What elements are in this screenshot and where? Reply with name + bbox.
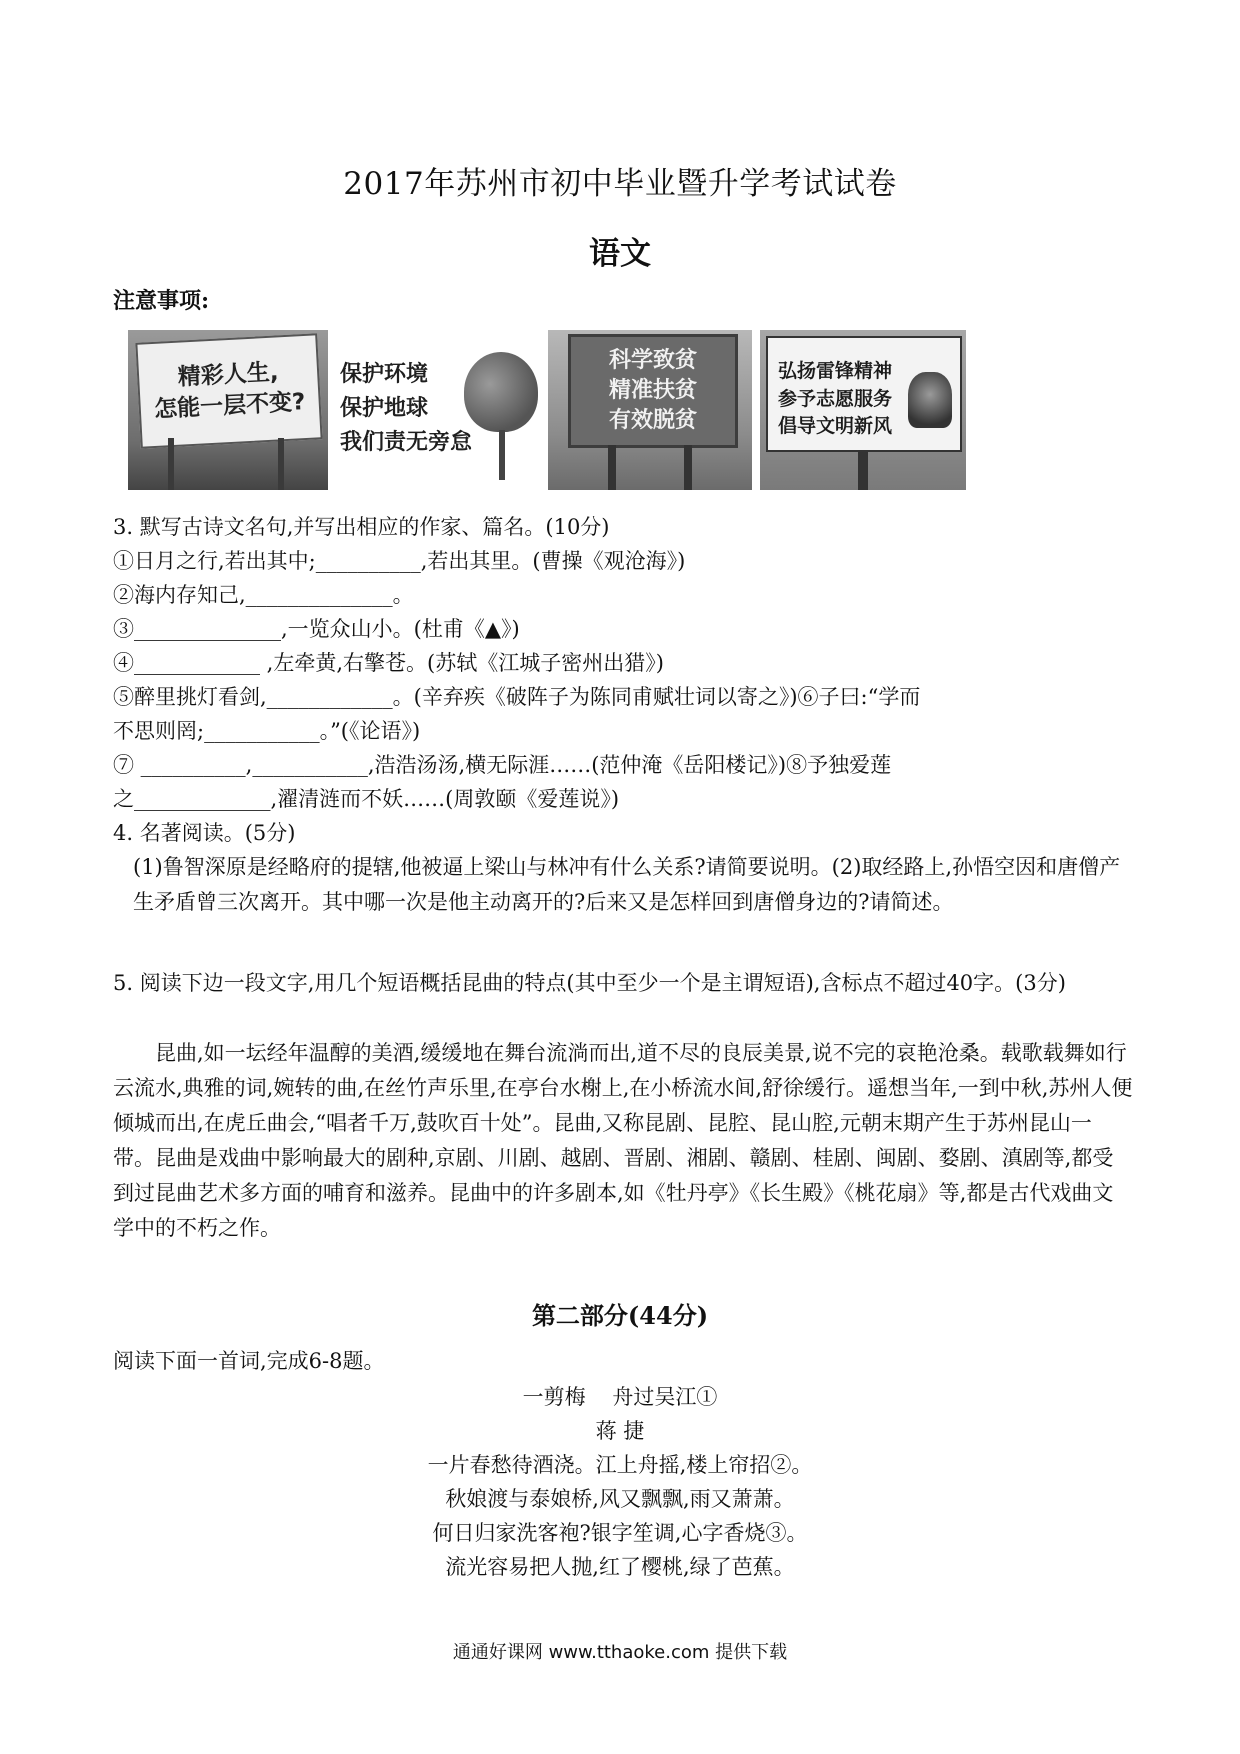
part2-title: 第二部分(44分) — [531, 1301, 709, 1330]
sign-line: 我们责无旁怠 — [340, 430, 473, 456]
sign-line: 精彩人生, — [177, 359, 280, 391]
poem-line-1: 一片春愁待酒浇。江上舟摇,楼上帘招②。 — [427, 1453, 813, 1477]
q5-stem: 5. 阅读下边一段文字,用几个短语概括昆曲的特点(其中至少一个是主谓短语),含标点不超过40字。(3分) — [113, 971, 1066, 995]
sign-line: 保护地球 — [340, 396, 429, 422]
billboard-post — [858, 450, 868, 490]
q3-line-4: ④____________ ,左牵黄,右擎苍。(苏轼《江城子密州出猎》) — [113, 651, 664, 675]
billboard-post — [168, 438, 174, 490]
billboard-photo-4 — [760, 330, 966, 490]
q3-line-1: ①日月之行,若出其中;__________,若出其里。(曹操《观沧海》) — [113, 549, 686, 573]
slogan-lines — [340, 358, 472, 460]
q4-stem: 4. 名著阅读。(5分) — [113, 821, 296, 845]
sign-line: 弘扬雷锋精神 — [778, 360, 893, 382]
billboard-photo-1 — [128, 330, 328, 490]
q3-line-8: 之_____________,濯清涟而不妖……(周敦颐《爱莲说》) — [113, 787, 620, 811]
q4-text: (1)鲁智深原是经略府的提辖,他被逼上梁山与林冲有什么关系?请简要说明。(2)取经路上,孙悟空因和唐僧产生矛盾曾三次离开。其中哪一次是他主动离开的?后来又是怎样回到唐僧身边的?请简述。 — [133, 855, 1121, 914]
q3-line-6: 不思则罔;___________。”(《论语》) — [113, 719, 421, 743]
sign-line: 怎能一层不变? — [153, 389, 307, 423]
poem-line-3: 何日归家洗客袍?银字笙调,心字香烧③。 — [432, 1521, 808, 1545]
slogan-lines — [778, 358, 892, 441]
sign-line: 有效脱贫 — [608, 407, 697, 433]
billboard-sign — [135, 333, 322, 448]
billboard-photo-3 — [548, 330, 752, 490]
portrait-icon — [908, 372, 952, 428]
footer-credit: 通通好课网 www.tthaoke.com 提供下载 — [452, 1642, 788, 1663]
poem-title: 一剪梅 舟过吴江① — [522, 1385, 718, 1409]
billboard-photo-2 — [336, 330, 540, 490]
notice-heading: 注意事项: — [113, 288, 210, 314]
part2-intro: 阅读下面一首词,完成6-8题。 — [113, 1349, 385, 1373]
q3-line-7: ⑦ __________,___________,浩浩汤汤,横无际涯……(范仲淹《岳阳楼记》)⑧予独爱莲 — [113, 753, 892, 777]
photo-strip — [128, 330, 1108, 492]
subject-title: 语文 — [589, 236, 651, 272]
sign-line: 精准扶贫 — [608, 378, 697, 404]
poem-line-2: 秋娘渡与泰娘桥,风又飘飘,雨又萧萧。 — [445, 1487, 795, 1511]
tree-trunk — [499, 430, 505, 480]
q3-stem: 3. 默写古诗文名句,并写出相应的作家、篇名。(10分) — [113, 515, 610, 539]
q3-line-2: ②海内存知己,______________。 — [113, 583, 414, 607]
billboard-post — [608, 445, 616, 490]
sign-line: 倡导文明新风 — [778, 415, 893, 438]
q3-line-5: ⑤醉里挑灯看剑,____________。(辛弃疾《破阵子为陈同甫赋壮词以寄之》)⑥子曰:“学而 — [113, 685, 921, 709]
poem-author: 蒋 捷 — [595, 1419, 645, 1443]
q5-passage: 昆曲,如一坛经年温醇的美酒,缓缓地在舞台流淌而出,道不尽的良辰美景,说不完的哀艳沧桑。载歌载舞如行云流水,典雅的词,婉转的曲,在丝竹声乐里,在亭台水榭上,在小桥流水间,舒徐缓行。遥想当年,一到中秋,苏州人便倾城而出,在虎丘曲会,“唱者千万,鼓吹百十处”。昆曲,又称昆剧、昆腔、昆山腔,元朝末期产生于苏州昆山一带。昆曲是戏曲中影响最大的剧种,京剧、川剧、越剧、晋剧、湘剧、赣剧、桂剧、闽剧、婺剧、滇剧等,都受到过昆曲艺术多方面的哺育和滋养。昆曲中的许多剧本,如《牡丹亭》《长生殿》《桃花扇》等,都是古代戏曲文学中的不朽之作。 — [113, 1041, 1133, 1240]
poem-line-4: 流光容易把人抛,红了樱桃,绿了芭蕉。 — [445, 1555, 795, 1579]
billboard-post — [278, 438, 284, 490]
q3-line-3: ③______________,一览众山小。(杜甫《▲》) — [113, 617, 520, 641]
billboard-sign — [568, 334, 738, 448]
billboard-post — [684, 445, 692, 490]
sign-line: 科学致贫 — [608, 348, 697, 374]
exam-title: 2017年苏州市初中毕业暨升学考试试卷 — [343, 166, 897, 202]
billboard-sign — [766, 336, 962, 452]
sign-line: 保护环境 — [340, 362, 429, 387]
heart-tree-icon — [464, 352, 538, 432]
sign-line: 参予志愿服务 — [778, 387, 893, 410]
